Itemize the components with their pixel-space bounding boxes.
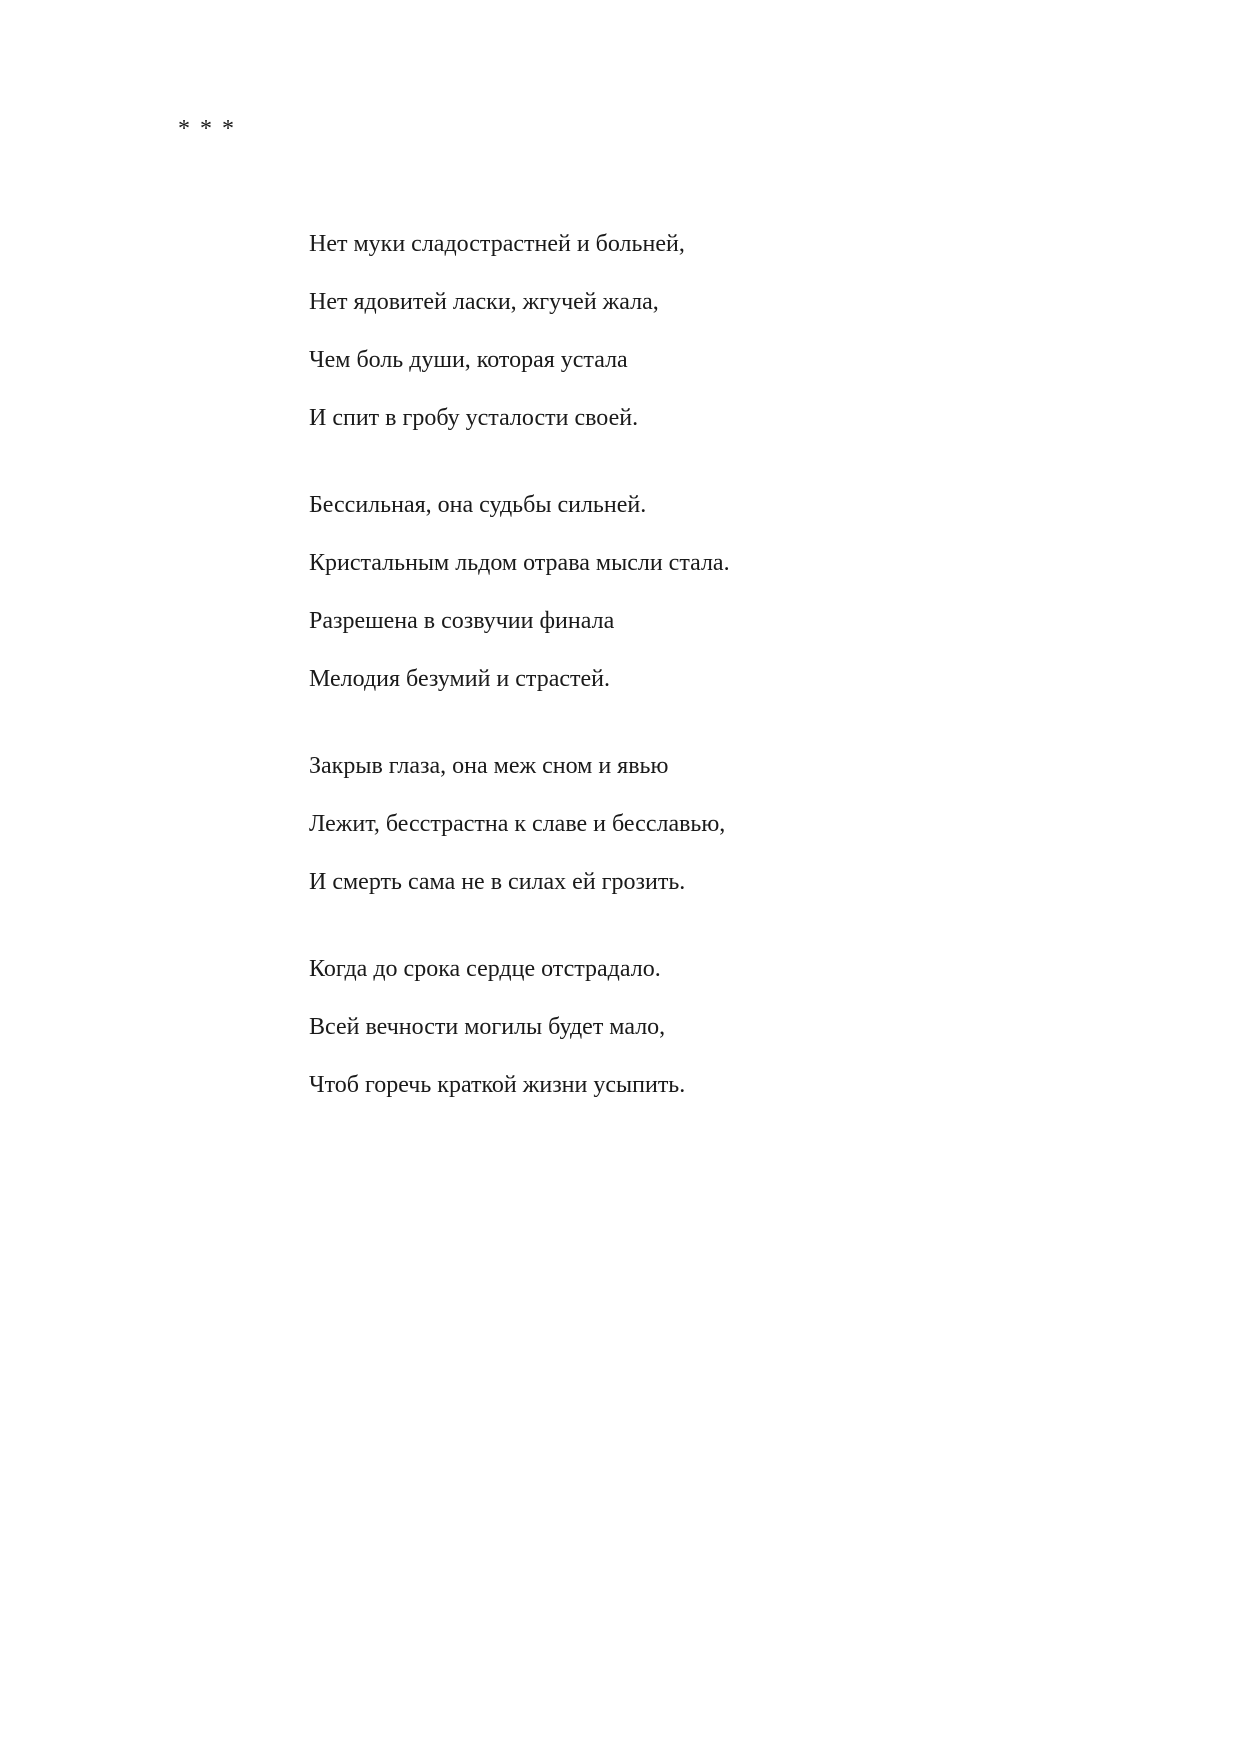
poem-heading: * * * [178,116,236,142]
poem-line: И смерть сама не в силах ей грозить. [309,869,686,895]
poem-line: Разрешена в созвучии финала [309,608,615,634]
stanza-2 [309,491,1169,694]
poem-line: Закрыв глаза, она меж сном и явью [309,753,669,779]
stanza-1 [309,230,1169,433]
poem-line: Чем боль души, которая устала [309,347,628,373]
poem-line: Мелодия безумий и страстей. [309,666,610,692]
poem-line: Нет ядовитей ласки, жгучей жала, [309,289,659,315]
poem-line: Когда до срока сердце отстрадало. [309,956,661,982]
poem-line: Нет муки сладострастней и больней, [309,231,685,257]
poem-body [309,230,1169,1158]
poem-line: Чтоб горечь краткой жизни усыпить. [309,1072,686,1098]
poem-line: И спит в гробу усталости своей. [309,405,639,431]
poem-line: Кристальным льдом отрава мысли стала. [309,550,730,576]
poem-line: Бессильная, она судьбы сильней. [309,492,647,518]
poem-line: Лежит, бесстрастна к славе и бесславью, [309,811,726,837]
poem-line: Всей вечности могилы будет мало, [309,1014,666,1040]
stanza-3 [309,752,1169,897]
stanza-4 [309,955,1169,1100]
